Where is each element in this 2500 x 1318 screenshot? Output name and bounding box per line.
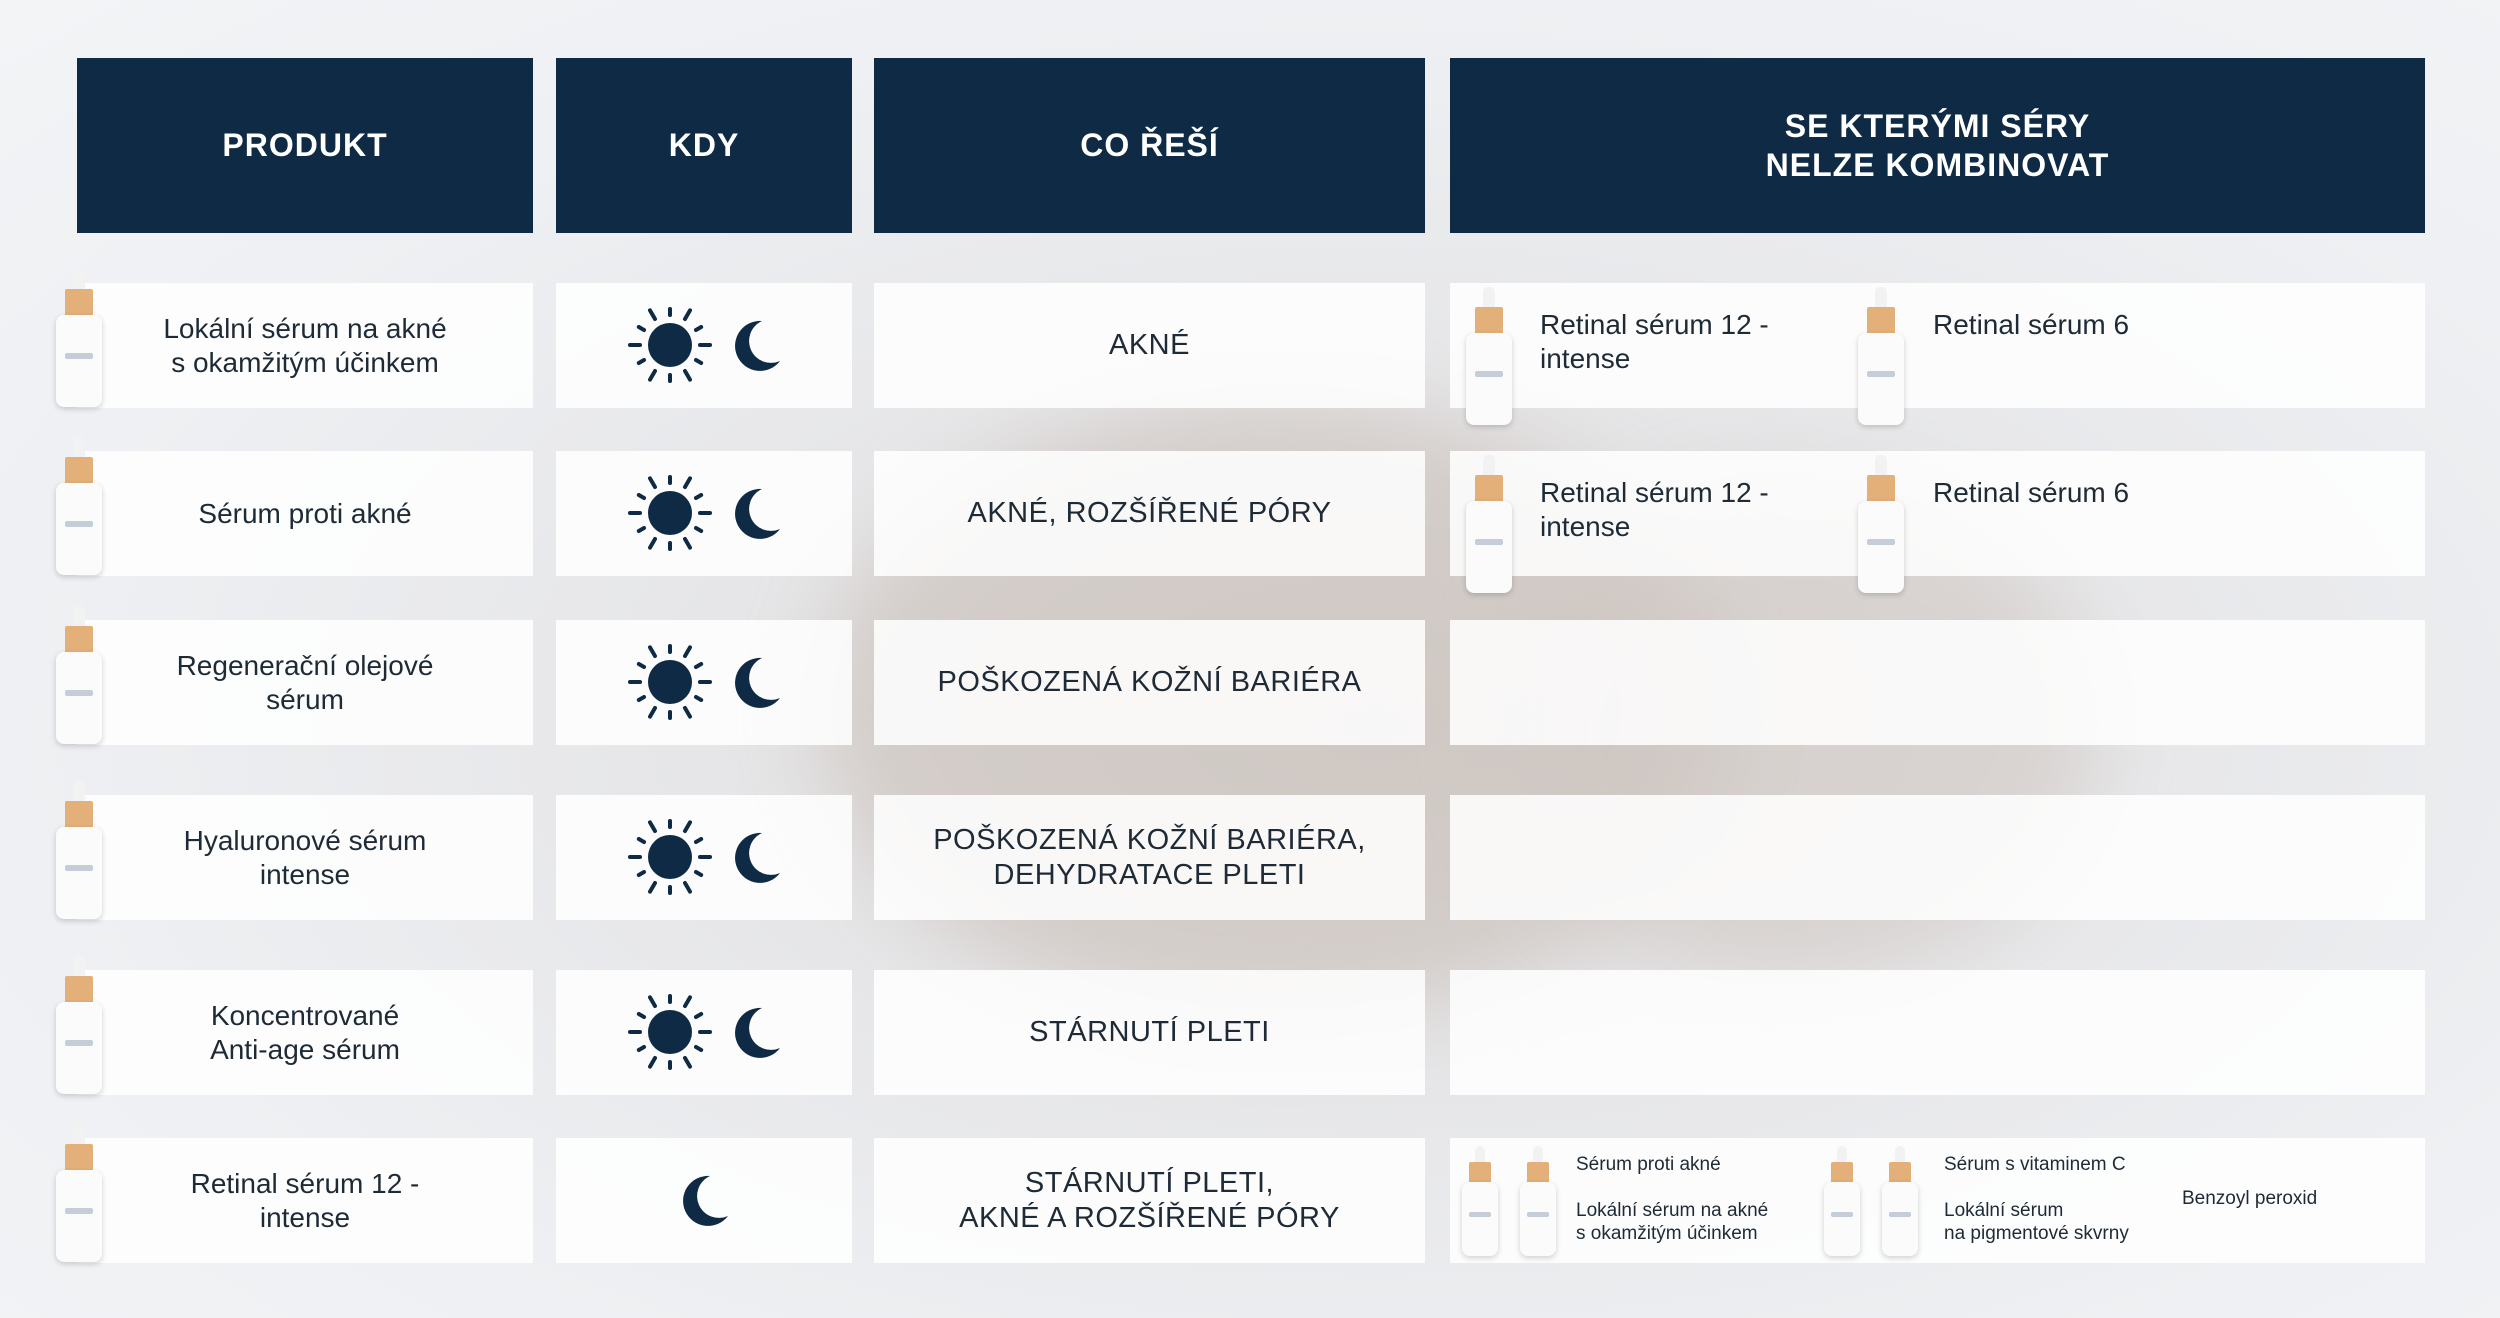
- solves-text-2: AKNÉ A ROZŠÍŘENÉ PÓRY: [959, 1201, 1340, 1234]
- product-bottle-image: [56, 606, 102, 744]
- sun-icon: [630, 821, 710, 893]
- when-cell: [556, 795, 852, 920]
- combine-bottle-image: [1824, 1146, 1860, 1256]
- product-name: Regenerační olejové: [176, 650, 434, 682]
- product-cell: [77, 283, 533, 408]
- header-when: KDY: [556, 58, 852, 233]
- product-name-2: intense: [259, 1201, 351, 1233]
- when-cell: [556, 620, 852, 745]
- solves-text: AKNÉ: [1109, 329, 1190, 362]
- combine-item: Sérum s vitaminem C: [1944, 1154, 2126, 1175]
- combine-cell: [1450, 970, 2425, 1095]
- combine-cell: [1450, 795, 2425, 920]
- product-cell: [77, 970, 533, 1095]
- combine-bottle-image: [1858, 287, 1904, 425]
- header-product: PRODUKT: [77, 58, 533, 233]
- when-cell: [556, 970, 852, 1095]
- sun-icon: [630, 309, 710, 381]
- solves-cell: [874, 451, 1425, 576]
- product-name: Retinal sérum 12 -: [190, 1168, 420, 1200]
- combine-bottle-image: [1466, 455, 1512, 593]
- product-name-2: s okamžitým účinkem: [171, 346, 439, 378]
- moon-icon: [683, 1176, 728, 1226]
- combine-bottle-image: [1462, 1146, 1498, 1256]
- header-solves: CO ŘEŠÍ: [874, 58, 1425, 233]
- product-name-2: intense: [259, 858, 351, 890]
- moon-icon: [735, 658, 780, 708]
- solves-text: POŠKOZENÁ KOŽNÍ BARIÉRA,: [933, 824, 1366, 857]
- product-name-2: sérum: [266, 683, 344, 715]
- when-cell: [556, 451, 852, 576]
- product-cell: [77, 795, 533, 920]
- solves-text: AKNÉ, ROZŠÍŘENÉ PÓRY: [967, 497, 1332, 530]
- when-cell: [556, 1138, 852, 1263]
- combine-bottle-image: [1882, 1146, 1918, 1256]
- product-name: Lokální sérum na akné: [163, 313, 447, 345]
- product-name-2: Anti-age sérum: [210, 1033, 400, 1065]
- moon-icon: [735, 321, 780, 371]
- solves-cell: [874, 620, 1425, 745]
- product-bottle-image: [56, 956, 102, 1094]
- solves-text: STÁRNUTÍ PLETI: [1029, 1016, 1270, 1049]
- product-bottle-image: [56, 269, 102, 407]
- when-cell: [556, 283, 852, 408]
- combine-bottle-image: [1466, 287, 1512, 425]
- combine-item: Retinal sérum 12 - intense: [1540, 477, 1769, 542]
- solves-cell: [874, 283, 1425, 408]
- product-bottle-image: [56, 781, 102, 919]
- product-name: Sérum proti akné: [198, 497, 412, 529]
- moon-icon: [735, 1008, 780, 1058]
- combine-item: Retinal sérum 6: [1933, 309, 2130, 340]
- sun-icon: [630, 996, 710, 1068]
- product-bottle-image: [56, 1124, 102, 1262]
- sun-icon: [630, 477, 710, 549]
- combine-item: Benzoyl peroxid: [2182, 1188, 2318, 1209]
- product-cell: [77, 451, 533, 576]
- sun-icon: [630, 646, 710, 718]
- solves-text-2: DEHYDRATACE PLETI: [993, 858, 1306, 891]
- product-bottle-image: [56, 437, 102, 575]
- moon-icon: [735, 833, 780, 883]
- combine-item: Retinal sérum 6: [1933, 477, 2130, 508]
- combine-item: Lokální sérum na pigmentové skvrny: [1944, 1200, 2129, 1244]
- combine-bottle-image: [1858, 455, 1904, 593]
- product-name: Koncentrované: [210, 1000, 400, 1032]
- combine-item: Retinal sérum 12 - intense: [1540, 309, 1769, 374]
- product-cell: [77, 1138, 533, 1263]
- solves-text: STÁRNUTÍ PLETI,: [1024, 1167, 1275, 1200]
- combine-bottle-image: [1520, 1146, 1556, 1256]
- combine-item: Sérum proti akné: [1576, 1154, 1721, 1175]
- solves-cell: [874, 1138, 1425, 1263]
- combine-item: Lokální sérum na akné s okamžitým účinkem: [1576, 1200, 1769, 1244]
- product-cell: [77, 620, 533, 745]
- combine-cell: [1450, 620, 2425, 745]
- solves-text: POŠKOZENÁ KOŽNÍ BARIÉRA: [937, 666, 1362, 699]
- solves-cell: [874, 795, 1425, 920]
- solves-cell: [874, 970, 1425, 1095]
- product-name: Hyaluronové sérum: [183, 825, 427, 857]
- header-combine: SE KTERÝMI SÉRY NELZE KOMBINOVAT: [1450, 58, 2425, 233]
- moon-icon: [735, 489, 780, 539]
